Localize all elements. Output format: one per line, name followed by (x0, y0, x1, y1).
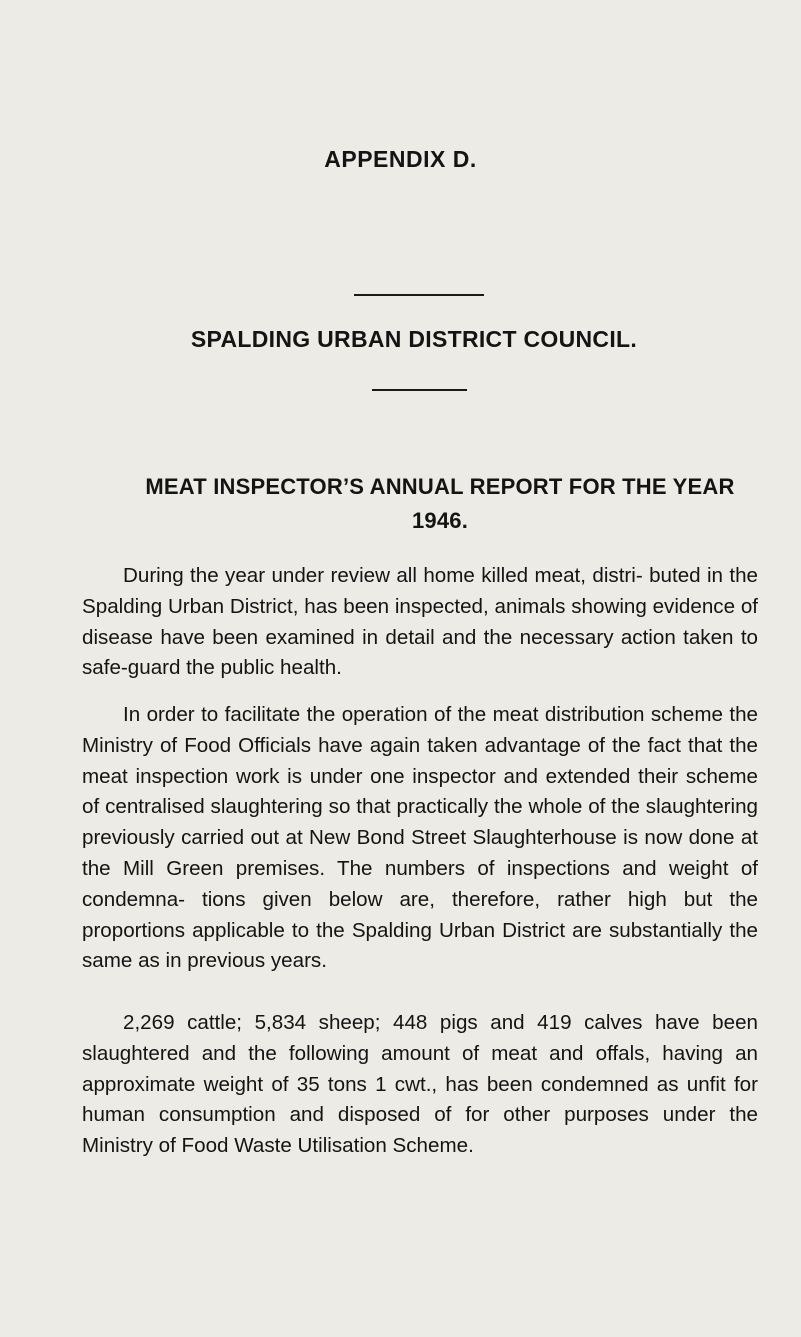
divider-rule-top (354, 294, 484, 296)
paragraph-centralised-slaughtering: In order to facilitate the operation of the meat distribution scheme the Ministry of Food Officials have again taken advantage of the fact that the meat inspection work is under one inspector and extended their scheme of centralised slaughtering so that practically the whole of the slaughtering previously carried out at New Bond Street Slaughterhouse is now done at the Mill Green premises. The numbers of inspections and weight of condemna- tions given below are, therefore, rather high but the proportions applicable to the Spalding Urban District are substantially the same as in previous years. (82, 703, 758, 973)
appendix-heading: APPENDIX D. (324, 146, 477, 172)
paragraph-slaughter-statistics: 2,269 cattle; 5,834 sheep; 448 pigs and 419 calves have been slaughtered and the following amount of meat and offals, having an approximate weight of 35 tons 1 cwt., has been condemned as unfit for human consumption and disposed of for other purposes under the Ministry of Food Waste Utilisation Scheme. (82, 1011, 758, 1158)
divider-rule-bottom (372, 389, 467, 391)
paragraph-inspection-overview: During the year under review all home killed meat, distri- buted in the Spalding Urban District, has been inspected, animals showing evidence of disease have been examined in detail and the necessary action taken to safe-guard the public health. (82, 564, 758, 680)
report-title: MEAT INSPECTOR’S ANNUAL REPORT FOR THE YEAR 1946. (145, 474, 735, 533)
council-heading: SPALDING URBAN DISTRICT COUNCIL. (190, 326, 638, 352)
